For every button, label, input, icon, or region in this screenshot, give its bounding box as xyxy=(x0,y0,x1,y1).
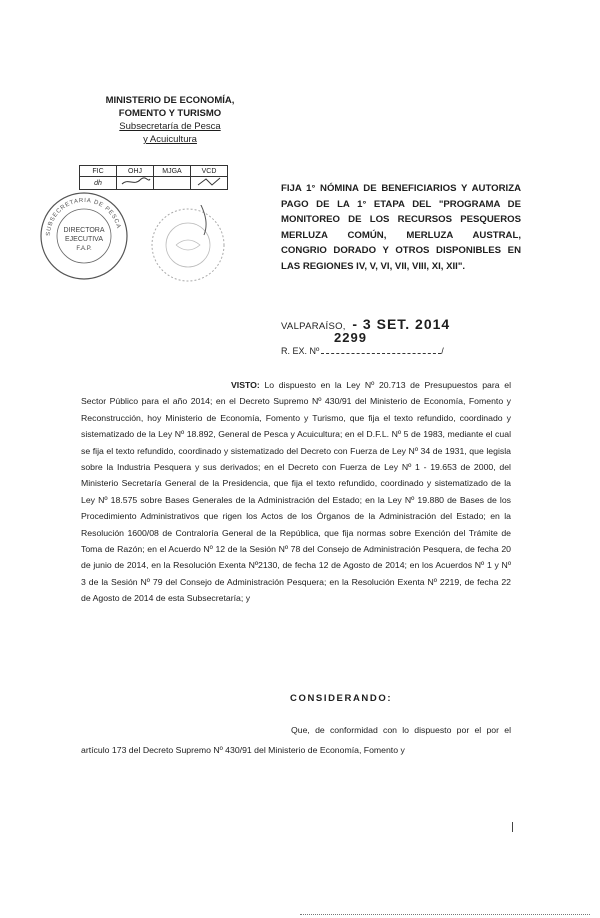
subsecretaria-line-2: y Acuicultura xyxy=(143,134,197,145)
seal-ring-text: SUBSECRETARIA DE PESCA xyxy=(45,197,122,237)
margin-mark xyxy=(512,822,513,832)
initials-table xyxy=(79,165,228,190)
considerando-heading: CONSIDERANDO: xyxy=(290,693,393,704)
title-line: FIJA 1° NÓMINA DE BENEFICIARIOS Y AUTORIZA xyxy=(281,183,521,194)
title-line: PAGO DE LA 1° ETAPA DEL "PROGRAMA DE xyxy=(281,198,521,210)
ministry-line-2: FOMENTO Y TURISMO xyxy=(118,108,222,119)
ministry-header xyxy=(80,94,260,146)
rex-number: 2299 xyxy=(334,330,367,345)
seal-center-line-1: DIRECTORA xyxy=(63,227,105,234)
initials-cell: FIC xyxy=(80,166,117,177)
title-line: MERLUZA COMÚN, MERLUZA AUSTRAL, xyxy=(281,229,521,241)
seal-center-line-2: EJECUTIVA xyxy=(65,236,103,243)
faded-seal-icon xyxy=(148,205,228,285)
seal-center-line-3: F.A.P. xyxy=(76,246,92,252)
rex-blank-line xyxy=(321,353,441,354)
initials-mark xyxy=(191,177,228,190)
initials-mark xyxy=(154,177,191,190)
scribble-icon xyxy=(118,177,152,187)
bottom-scan-edge xyxy=(300,914,590,917)
date-stamp: - 3 SET. 2014 xyxy=(352,316,451,332)
initials-cell: OHJ xyxy=(117,166,154,177)
title-line: LAS REGIONES IV, V, VI, VII, VIII, XI, XII". xyxy=(281,260,466,272)
scribble-icon xyxy=(192,177,226,187)
resolution-title xyxy=(281,181,521,275)
resolution-number-line: R. EX. Nº / 2299 xyxy=(281,330,444,356)
subsecretaria-line-1: Subsecretaría de Pesca xyxy=(119,121,221,132)
rex-label: R. EX. Nº xyxy=(281,346,320,356)
visto-body: Lo dispuesto en la Ley Nº 20.713 de Presupuestos para el Sector Público para el año 2014; en el Decreto Supremo Nº 430/91 del Ministerio de Economía, Fomento y Reconstrucción, hoy Ministerio de Economía, Fomento y Turismo, que fija el texto refundido, coordinado y sistematizado de la Ley Nº 18.892, General de Pesca y Acuicultura; en el D.F.L. Nº 5 de 1983, mediante el cual se fija el texto refundido, coordinado y sistematizado del Decreto con Fuerza de Ley Nº 34 de 1931, que legisla sobre la Industria Pesquera y sus derivados; en el Decreto con Fuerza de Ley Nº 1 - 19.653 de 2000, del Ministerio Secretaría General de la Presidencia, que fija el texto refundido, coordinado y sistematizado de la Ley Nº 18.575 sobre Bases Generales de la Administración del Estado; en la Ley Nº 19.880 de Bases de los Procedimiento Administrativos que rigen los Actos de los Órganos de la Administración del Estado; en la Resolución 1600/08 de Contraloría General de la República, que fija normas sobre Exención del Trámite de Toma de Razón; en el Acuerdo Nº 12 de la Sesión Nº 78 del Consejo de Administración Pesquera, de fecha 20 de junio de 2014, en la Resolución Exenta Nº2130, de fecha 12 de Agosto de 2014; en los Acuerdos Nº 1 y Nº 3 de la Sesión Nº 79 del Consejo de Administración Pesquera; en la Resolución Exenta Nº 2219, de fecha 22 de Agosto de 2014 de esta Subsecretaría; y xyxy=(81,380,511,604)
title-line: MONITOREO DE LOS RECURSOS PESQUEROS xyxy=(281,214,521,226)
place-label: VALPARAÍSO, xyxy=(281,321,346,332)
official-seal-icon xyxy=(38,190,130,282)
visto-paragraph xyxy=(81,377,511,607)
considerando-paragraph: Que, de conformidad con lo dispuesto por el por el artículo 173 del Decreto Supremo Nº 430/91 del Ministerio de Economía, Fomento y xyxy=(81,725,511,755)
initials-cell: MJGA xyxy=(154,166,191,177)
ministry-line-1: MINISTERIO DE ECONOMÍA, xyxy=(105,95,235,106)
title-line: CONGRIO DORADO Y OTROS DISPONIBLES EN xyxy=(281,245,521,257)
initials-mark: dh xyxy=(80,177,117,190)
initials-cell: VCD xyxy=(191,166,228,177)
initials-mark xyxy=(117,177,154,190)
visto-label: VISTO: xyxy=(231,380,260,390)
